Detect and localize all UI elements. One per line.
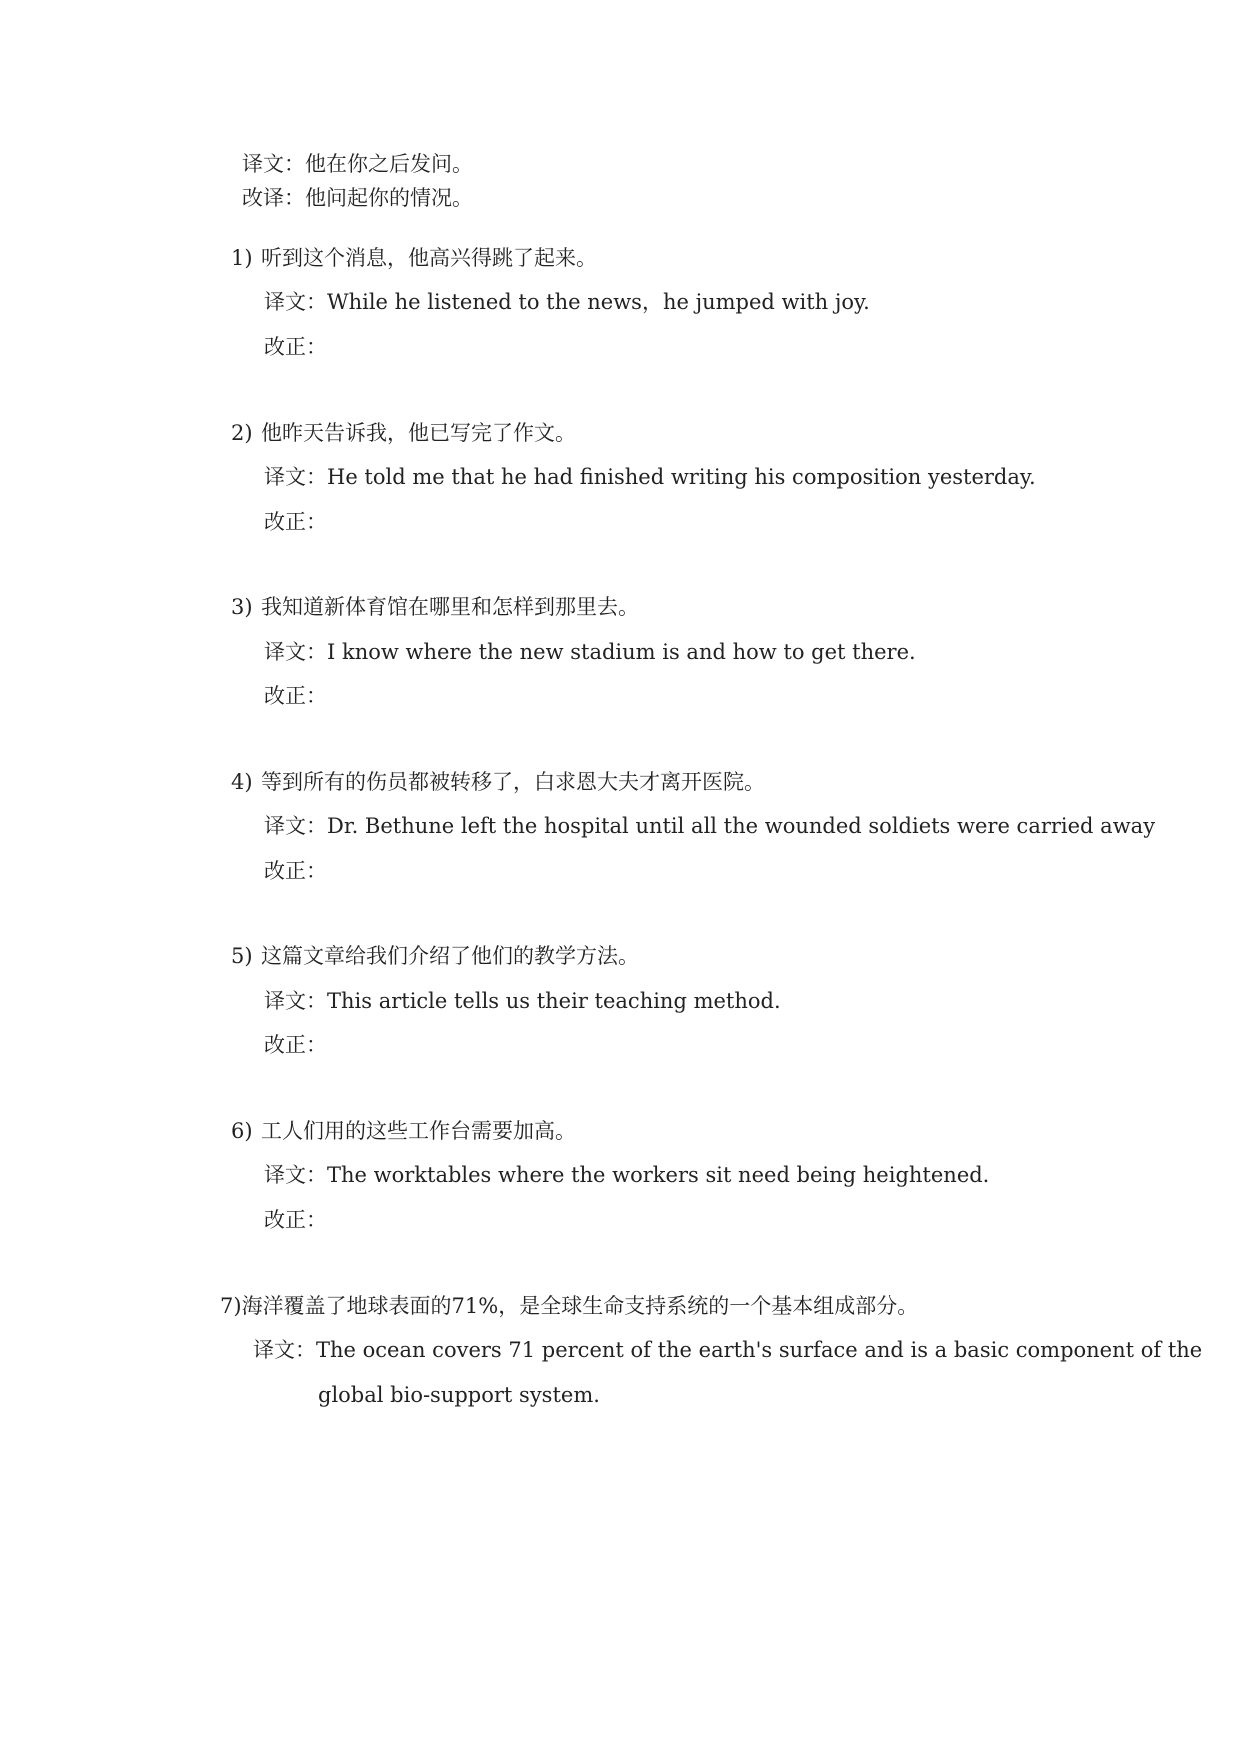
exercise-2-translation: 译文：He told me that he had finished writing his composition yesterday.	[264, 465, 1036, 489]
exercise-3-correction: 改正：	[264, 684, 327, 708]
exercise-number: 7)	[220, 1294, 242, 1318]
exercise-4-correction: 改正：	[264, 859, 327, 883]
exercise-4-translation: 译文：Dr. Bethune left the hospital until all the wounded soldiets were carried away	[264, 814, 1156, 838]
exercise-2-source	[231, 419, 576, 447]
source-sentence: 工人们用的这些工作台需要加高。	[261, 1119, 576, 1143]
source-sentence: 等到所有的伤员都被转移了，白求恩大夫才离开医院。	[261, 770, 765, 794]
exercise-6-translation: 译文：The worktables where the workers sit need being heightened.	[264, 1163, 990, 1187]
exercise-number: 3)	[231, 595, 253, 619]
exercise-3-source	[231, 593, 639, 621]
exercise-5-source	[231, 942, 639, 970]
exercise-1-translation: 译文：While he listened to the news，he jumped with joy.	[264, 290, 870, 314]
exercise-7-source	[220, 1292, 918, 1320]
exercise-3-translation: 译文：I know where the new stadium is and how to get there.	[264, 640, 916, 664]
source-sentence: 他昨天告诉我，他已写完了作文。	[261, 421, 576, 445]
source-sentence: 海洋覆盖了地球表面的71%，是全球生命支持系统的一个基本组成部分。	[241, 1294, 919, 1318]
intro-translation: 译文：他在你之后发问。	[242, 152, 473, 176]
exercise-1-source	[231, 244, 597, 272]
source-sentence: 这篇文章给我们介绍了他们的教学方法。	[261, 944, 639, 968]
source-sentence: 我知道新体育馆在哪里和怎样到那里去。	[261, 595, 639, 619]
exercise-number: 5)	[231, 944, 253, 968]
exercise-number: 4)	[231, 770, 253, 794]
exercise-number: 1)	[231, 246, 253, 270]
exercise-number: 2)	[231, 421, 253, 445]
intro-revised-translation: 改译：他问起你的情况。	[242, 186, 473, 210]
exercise-4-source	[231, 768, 765, 796]
exercise-7-translation: 译文：The ocean covers 71 percent of the earth's surface and is a basic component of the	[253, 1338, 1203, 1362]
exercise-7-translation-continued: global bio-support system.	[318, 1383, 600, 1407]
source-sentence: 听到这个消息，他高兴得跳了起来。	[261, 246, 597, 270]
exercise-5-correction: 改正：	[264, 1033, 327, 1057]
exercise-6-source	[231, 1117, 576, 1145]
exercise-6-correction: 改正：	[264, 1208, 327, 1232]
exercise-number: 6)	[231, 1119, 253, 1143]
exercise-1-correction: 改正：	[264, 335, 327, 359]
exercise-5-translation: 译文：This article tells us their teaching method.	[264, 989, 781, 1013]
exercise-2-correction: 改正：	[264, 510, 327, 534]
